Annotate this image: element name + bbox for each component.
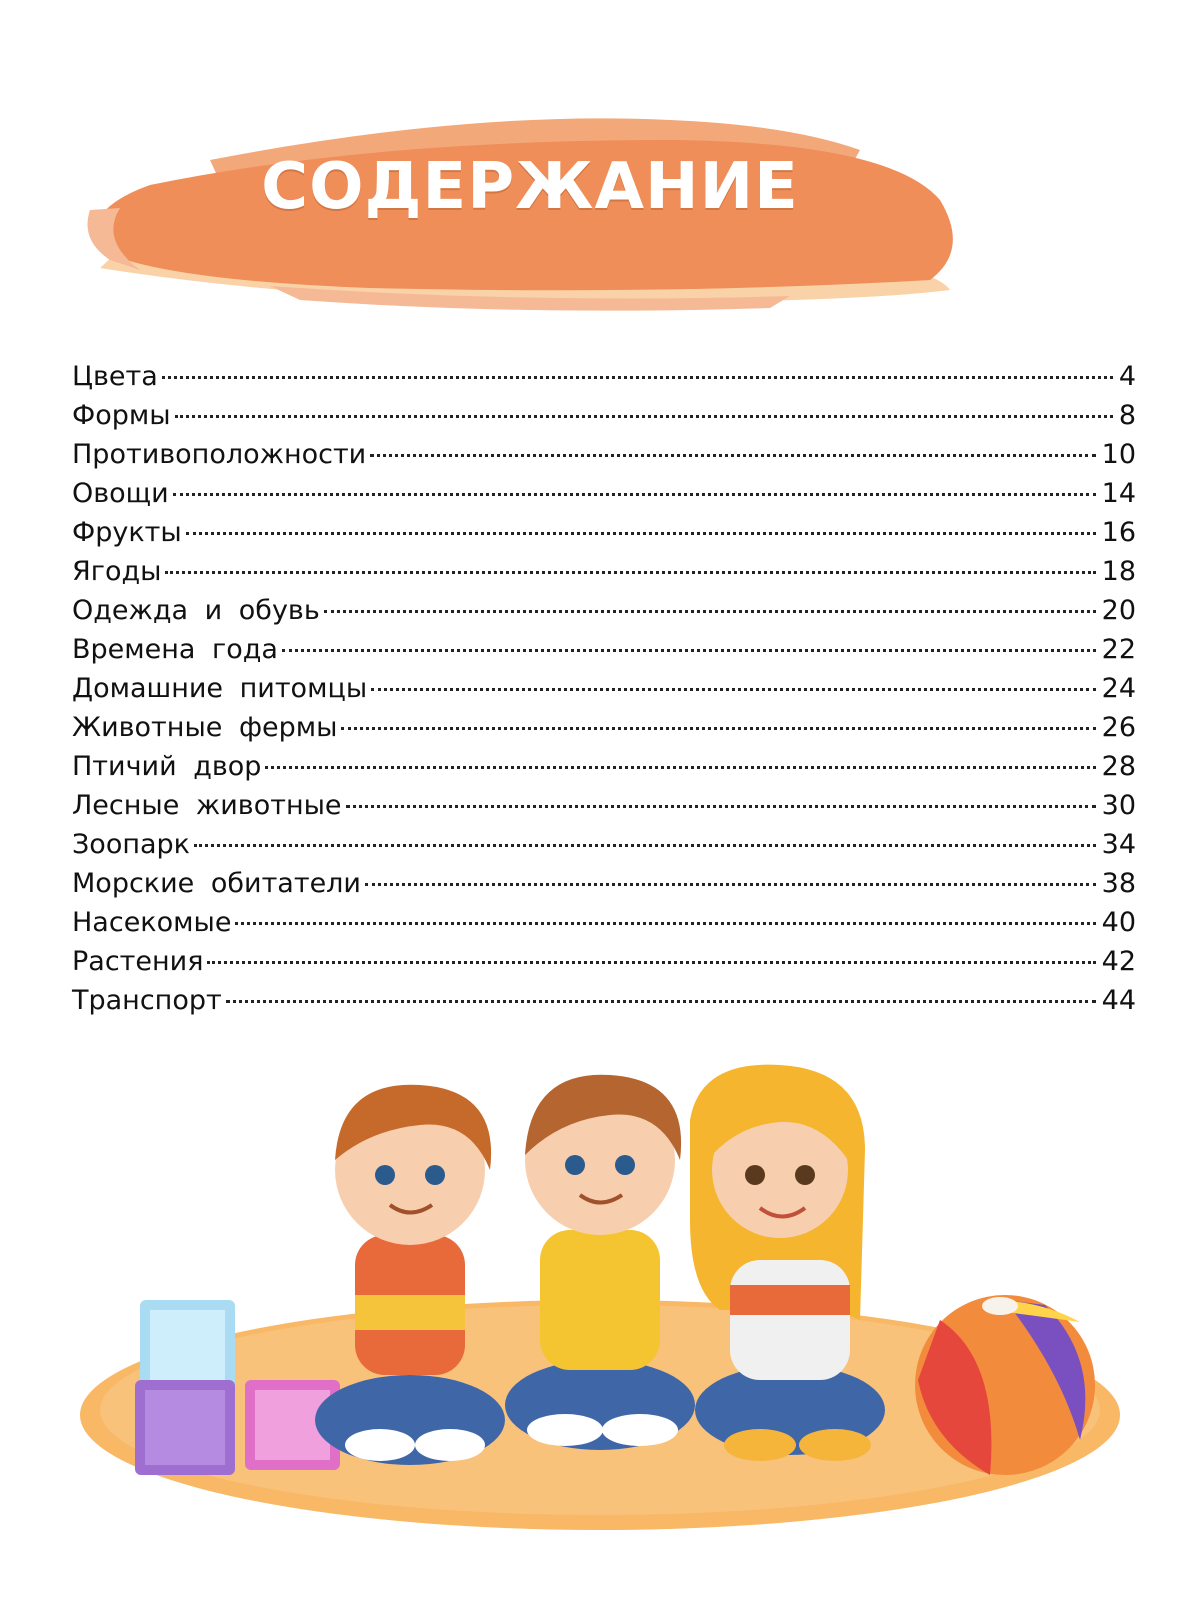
- toc-entry-page: 18: [1101, 556, 1136, 587]
- toc-entry-page: 22: [1101, 634, 1136, 665]
- toc-entry-label: Ягоды: [72, 556, 162, 587]
- toc-entry[interactable]: [72, 357, 1136, 396]
- toc-dot-leader: [194, 844, 1096, 847]
- toc-dot-leader: [235, 922, 1095, 925]
- toc-entry-label: Лесные животные: [72, 790, 342, 821]
- toc-entry-label: Фрукты: [72, 517, 182, 548]
- girl-right: [690, 1065, 885, 1461]
- toc-entry[interactable]: [72, 591, 1136, 630]
- toc-entry-label: Транспорт: [72, 985, 222, 1016]
- toc-entry-page: 24: [1101, 673, 1136, 704]
- toc-entry-page: 40: [1101, 907, 1136, 938]
- toc-entry-page: 10: [1101, 439, 1136, 470]
- toc-dot-leader: [371, 688, 1096, 691]
- toc-entry-label: Птичий двор: [72, 751, 262, 782]
- toc-entry[interactable]: [72, 669, 1136, 708]
- toc-entry[interactable]: [72, 630, 1136, 669]
- toc-entry-label: Одежда и обувь: [72, 595, 320, 626]
- toc-entry-page: 26: [1101, 712, 1136, 743]
- toc-dot-leader: [324, 610, 1096, 613]
- page-title: СОДЕРЖАНИЕ: [261, 150, 799, 224]
- toc-entry-label: Овощи: [72, 478, 169, 509]
- toc-dot-leader: [207, 961, 1095, 964]
- toc-entry-label: Цвета: [72, 361, 158, 392]
- toc-dot-leader: [162, 376, 1113, 379]
- toc-entry[interactable]: [72, 474, 1136, 513]
- toc-entry-label: Растения: [72, 946, 204, 977]
- toc-entry-label: Противоположности: [72, 439, 367, 470]
- toc-entry[interactable]: [72, 786, 1136, 825]
- toc-entry-label: Времена года: [72, 634, 278, 665]
- toc-entry-label: Домашние питомцы: [72, 673, 368, 704]
- boy-middle: [505, 1075, 695, 1450]
- toc-entry[interactable]: [72, 747, 1136, 786]
- toc-dot-leader: [346, 805, 1096, 808]
- toc-dot-leader: [175, 415, 1113, 418]
- toc-entry[interactable]: [72, 552, 1136, 591]
- children-illustration: [0, 1060, 1200, 1600]
- toc-dot-leader: [186, 532, 1096, 535]
- toc-entry-label: Морские обитатели: [72, 868, 361, 899]
- toc-entry-page: 30: [1101, 790, 1136, 821]
- toc-entry[interactable]: [72, 981, 1136, 1020]
- toc-entry-page: 4: [1118, 361, 1136, 392]
- toc-entry-page: 42: [1101, 946, 1136, 977]
- toc-entry-page: 38: [1101, 868, 1136, 899]
- toc-entry-page: 44: [1101, 985, 1136, 1016]
- toc-entry-page: 14: [1101, 478, 1136, 509]
- toc-entry[interactable]: [72, 864, 1136, 903]
- toc-dot-leader: [341, 727, 1095, 730]
- toc-entry[interactable]: [72, 708, 1136, 747]
- toc-dot-leader: [265, 766, 1095, 769]
- toc-entry-page: 34: [1101, 829, 1136, 860]
- toc-dot-leader: [282, 649, 1096, 652]
- toc-entry[interactable]: [72, 942, 1136, 981]
- toc-entry-page: 16: [1101, 517, 1136, 548]
- toc-entry[interactable]: [72, 903, 1136, 942]
- toc-entry[interactable]: [72, 435, 1136, 474]
- toc-dot-leader: [173, 493, 1096, 496]
- toc-dot-leader: [226, 1000, 1096, 1003]
- boy-left: [315, 1085, 505, 1465]
- table-of-contents: [72, 357, 1136, 1020]
- toc-dot-leader: [365, 883, 1096, 886]
- toc-entry-label: Формы: [72, 400, 171, 431]
- toc-entry-page: 8: [1118, 400, 1136, 431]
- toc-entry-page: 28: [1101, 751, 1136, 782]
- toc-entry[interactable]: [72, 825, 1136, 864]
- beach-ball: [915, 1295, 1095, 1475]
- toc-entry[interactable]: [72, 396, 1136, 435]
- toc-entry[interactable]: [72, 513, 1136, 552]
- toc-entry-label: Животные фермы: [72, 712, 338, 743]
- toc-dot-leader: [165, 571, 1095, 574]
- toc-dot-leader: [370, 454, 1095, 457]
- toc-entry-page: 20: [1101, 595, 1136, 626]
- toc-entry-label: Насекомые: [72, 907, 232, 938]
- toc-entry-label: Зоопарк: [72, 829, 190, 860]
